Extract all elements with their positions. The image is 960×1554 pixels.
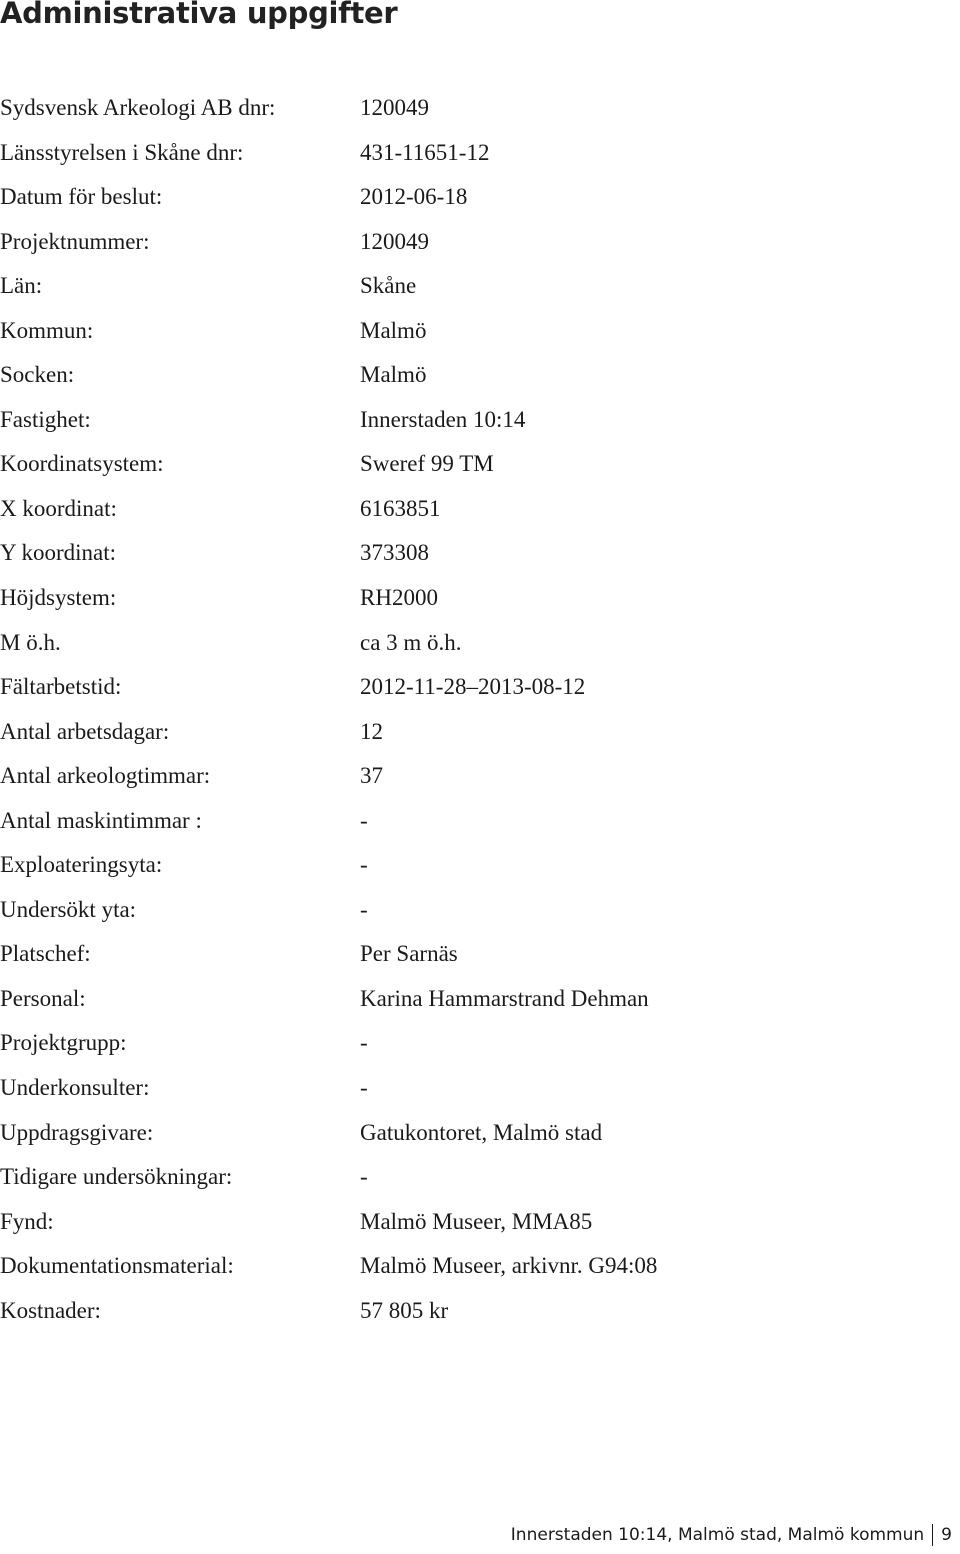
detail-value: Per Sarnäs [360,941,458,967]
detail-label: Länsstyrelsen i Skåne dnr: [0,139,244,165]
detail-label: M ö.h. [0,629,61,655]
detail-label: Undersökt yta: [0,896,137,922]
detail-row [0,932,960,977]
detail-row [0,175,960,220]
detail-row [0,665,960,710]
detail-label: Exploateringsyta: [0,852,163,878]
detail-value: Gatukontoret, Malmö stad [360,1119,603,1145]
detail-row [0,487,960,532]
detail-value: 373308 [360,540,429,566]
detail-value: 6163851 [360,495,441,521]
detail-label: Fynd: [0,1208,54,1234]
detail-label: Sydsvensk Arkeologi AB dnr: [0,95,276,120]
detail-value: 57 805 kr [360,1297,449,1323]
detail-label: Antal maskintimmar : [0,807,202,833]
detail-label: Län: [0,273,43,299]
detail-value: 120049 [360,228,429,254]
detail-row [0,86,960,131]
detail-row [0,1111,960,1156]
detail-row [0,1155,960,1200]
page-heading: Administrativa uppgifter [0,0,398,30]
detail-row [0,442,960,487]
footer-separator [932,1524,933,1546]
detail-label: X koordinat: [0,495,117,521]
detail-row [0,754,960,799]
detail-label: Antal arkeologtimmar: [0,763,211,789]
detail-row [0,1200,960,1245]
detail-value: ca 3 m ö.h. [360,629,462,655]
detail-label: Fältarbetstid: [0,674,122,700]
detail-value: - [360,852,368,878]
detail-label: Uppdragsgivare: [0,1119,154,1145]
detail-label: Koordinatsystem: [0,451,164,477]
detail-value: Skåne [360,273,417,299]
detail-value: - [360,1030,368,1056]
detail-value: 37 [360,763,383,789]
detail-value: Sweref 99 TM [360,451,494,477]
detail-value: 120049 [360,95,429,120]
detail-label: Projektnummer: [0,228,150,254]
detail-label: Tidigare undersökningar: [0,1164,233,1190]
detail-row [0,220,960,265]
detail-label: Kostnader: [0,1297,101,1323]
detail-row [0,576,960,621]
detail-label: Antal arbetsdagar: [0,718,170,744]
detail-row [0,1021,960,1066]
detail-value: Innerstaden 10:14 [360,406,526,432]
detail-value: RH2000 [360,585,438,611]
detail-label: Dokumentationsmaterial: [0,1253,234,1279]
detail-value: 2012-06-18 [360,184,468,210]
detail-row [0,621,960,666]
detail-label: Projektgrupp: [0,1030,127,1056]
detail-label: Personal: [0,985,86,1011]
detail-row [0,531,960,576]
administrative-details-list [0,86,960,1333]
detail-label: Y koordinat: [0,540,117,566]
detail-label: Underkonsulter: [0,1075,150,1101]
detail-label: Platschef: [0,941,91,967]
detail-label: Kommun: [0,317,94,343]
detail-value: 12 [360,718,383,744]
page-footer [511,1524,952,1546]
detail-value: Malmö Museer, MMA85 [360,1208,593,1234]
detail-row [0,309,960,354]
detail-value: Karina Hammarstrand Dehman [360,985,649,1011]
detail-value: Malmö Museer, arkivnr. G94:08 [360,1253,658,1279]
detail-value: 431-11651-12 [360,139,490,165]
detail-row [0,264,960,309]
detail-row [0,1289,960,1334]
detail-row [0,888,960,933]
detail-row [0,131,960,176]
detail-value: 2012-11-28–2013-08-12 [360,674,586,700]
detail-row [0,398,960,443]
detail-value: Malmö [360,317,427,343]
detail-label: Fastighet: [0,406,91,432]
detail-row [0,1066,960,1111]
detail-row [0,799,960,844]
detail-row [0,710,960,755]
detail-row [0,1244,960,1289]
footer-text: Innerstaden 10:14, Malmö stad, Malmö kommun [510,1525,925,1545]
detail-value: - [360,807,368,833]
detail-value: - [360,1075,368,1101]
detail-value: - [360,1164,368,1190]
detail-row [0,353,960,398]
detail-value: Malmö [360,362,427,388]
detail-label: Höjdsystem: [0,585,117,611]
page-number: 9 [941,1525,952,1545]
detail-row [0,977,960,1022]
detail-row [0,843,960,888]
detail-label: Datum för beslut: [0,184,163,210]
detail-label: Socken: [0,362,75,388]
detail-value: - [360,896,368,922]
